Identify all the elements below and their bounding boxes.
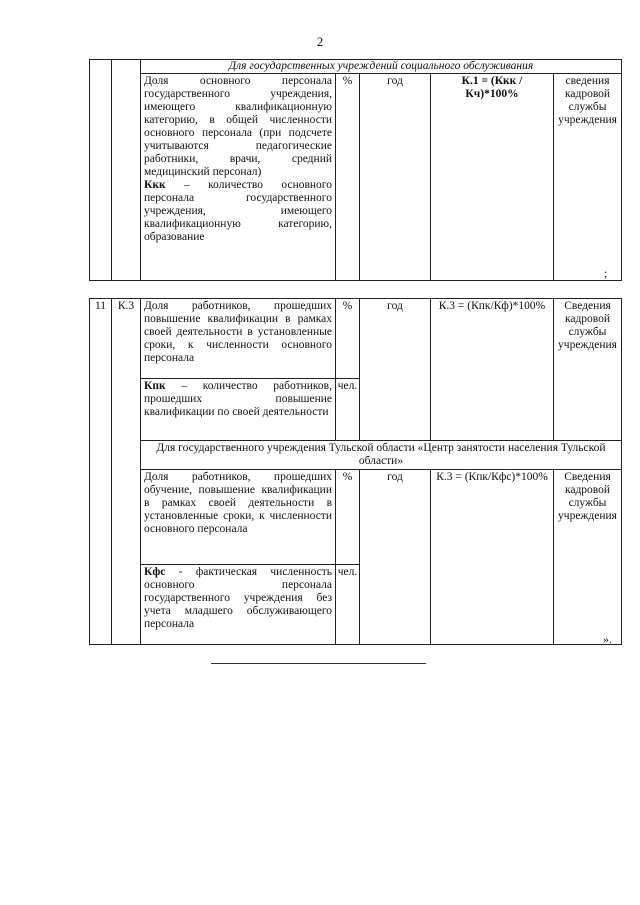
indicator-description: Доля работников, прошедших обучение, повышение квалификации в рамках своей деятельности в установленные сроки, к численности основного персонала <box>141 470 336 565</box>
trailing-quote: ». <box>603 632 612 646</box>
source-cell: Сведения кадровой службы учреждения <box>554 299 622 441</box>
variable-symbol: Кфс <box>144 566 166 578</box>
empty-num-cell <box>90 60 112 281</box>
unit-cell: % <box>336 470 360 565</box>
formula-cell: К.3 = (Кпк/Кфс)*100% <box>431 470 554 645</box>
empty-code-cell <box>112 60 141 281</box>
closing-rule <box>211 663 426 664</box>
variable-symbol: Ккк <box>144 179 166 191</box>
indicator-table-k3 <box>89 298 622 645</box>
section-header: Для государственных учреждений социального обслуживания <box>141 60 622 74</box>
variable-definition <box>141 379 336 441</box>
indicator-description: Доля работников, прошедших повышение квалификации в рамках своей деятельности в установленные сроки, к численности основного персонала <box>141 299 336 379</box>
period-cell: год <box>360 74 431 281</box>
section-header: Для государственного учреждения Тульской области «Центр занятости населения Тульской области» <box>141 441 622 470</box>
indicator-table-social <box>89 59 622 281</box>
unit-cell: % <box>336 74 360 281</box>
indicator-description <box>141 74 336 281</box>
trailing-semicolon: ; <box>604 266 608 280</box>
description-text: Доля основного персонала государственного учреждения, имеющего квалификационную категорию, в общей численности основного персонала (при подсчете учитываются педагогические работники, врачи, средний медицинский персонал) <box>144 75 332 178</box>
page-number: 2 <box>316 34 324 49</box>
row-number: 11 <box>90 299 112 645</box>
variable-text: – количество основного персонала государственного учреждения, имеющего квалификационную категорию, образование <box>144 179 332 243</box>
formula-cell: К.3 = (Кпк/Кф)*100% <box>431 299 554 441</box>
formula-cell: К.1 = (Ккк / Кч)*100% <box>431 74 554 281</box>
unit-cell: % <box>336 299 360 379</box>
variable-text: - фактическая численность основного персонала государственного учреждения без учета младшего обслуживающего персонала <box>144 566 332 630</box>
source-cell: Сведения кадровой службы учреждения <box>554 470 622 645</box>
indicator-code: К.3 <box>112 299 141 645</box>
variable-definition <box>144 179 332 244</box>
variable-definition <box>141 565 336 645</box>
source-cell: сведения кадровой службы учреждения <box>554 74 622 281</box>
variable-text: – количество работников, прошедших повышение квалификации по своей деятельности <box>144 380 332 418</box>
variable-unit: чел. <box>336 379 360 441</box>
variable-unit: чел. <box>336 565 360 645</box>
variable-symbol: Кпк <box>144 380 166 392</box>
period-cell: год <box>360 299 431 441</box>
period-cell: год <box>360 470 431 645</box>
